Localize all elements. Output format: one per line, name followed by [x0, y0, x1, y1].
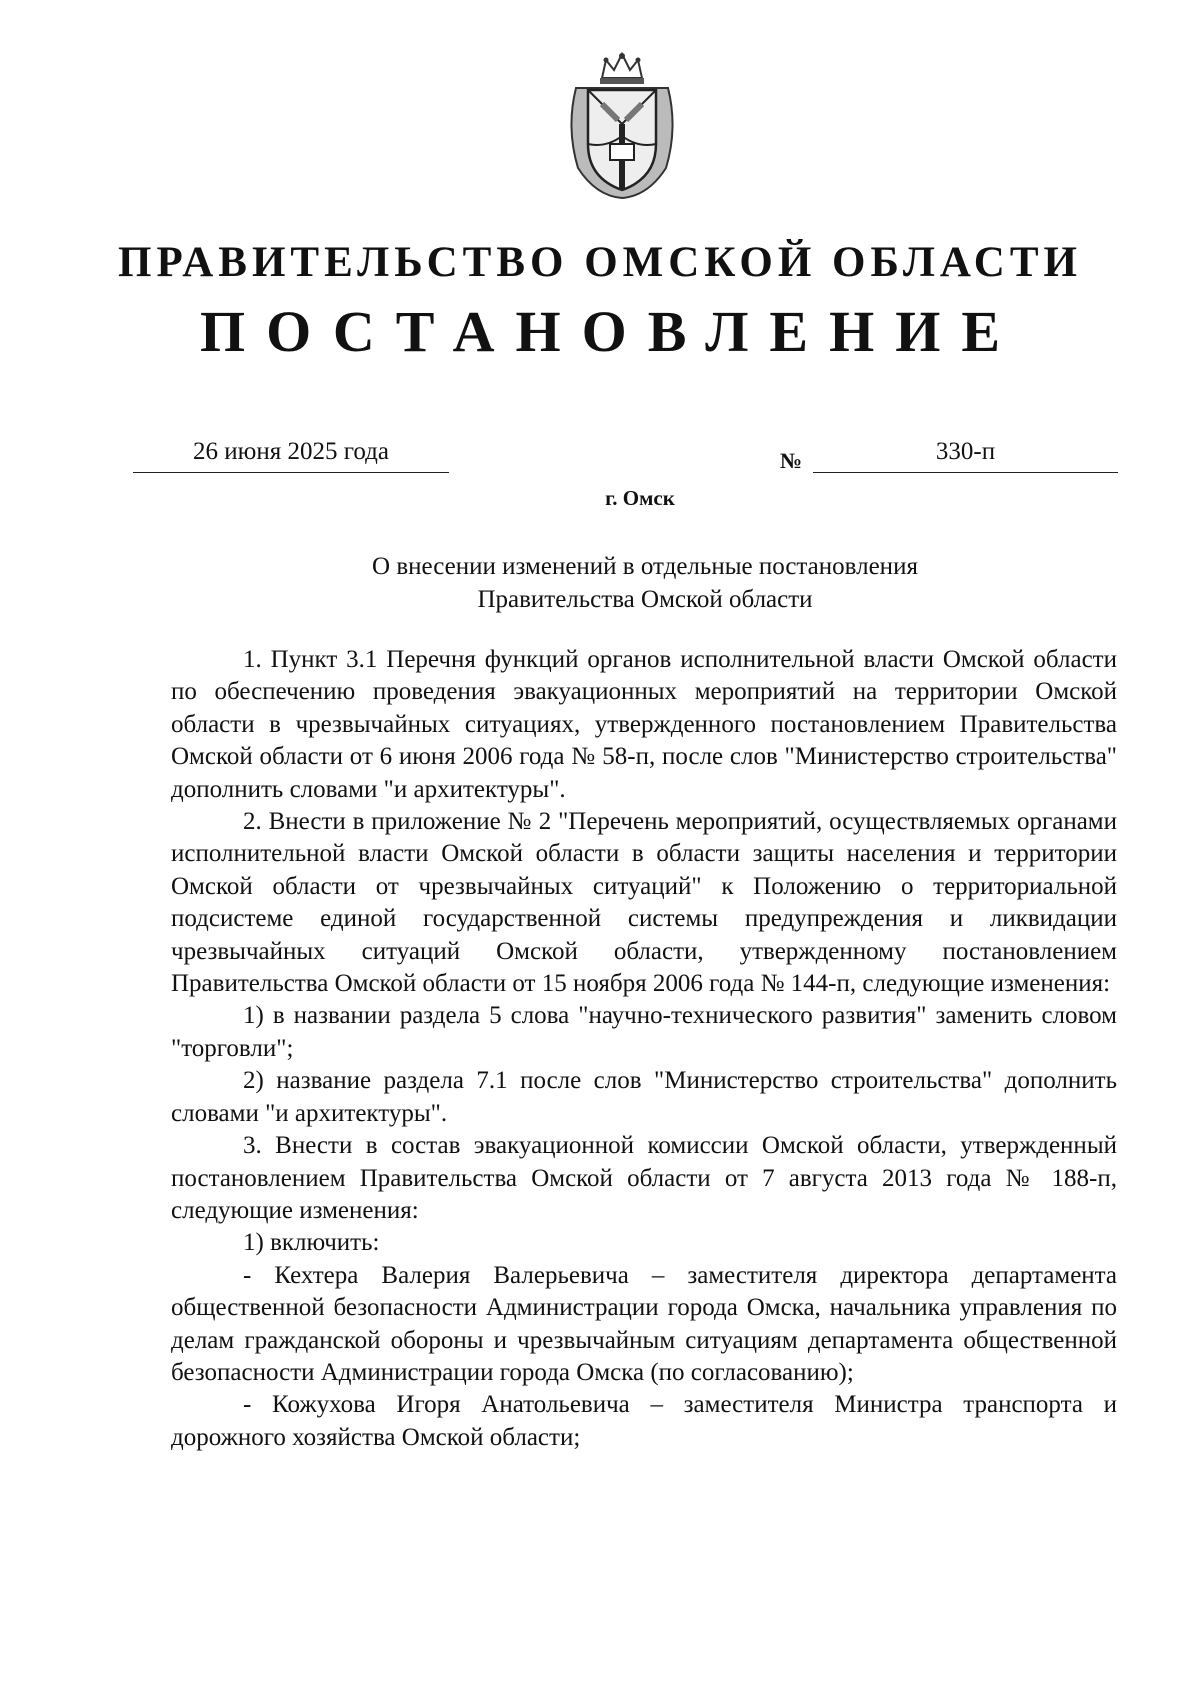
body-paragraph: 2. Внести в приложение № 2 "Перечень мероприятий, осуществляемых органами исполнительной власти Омской области в области защиты населения и территории Омской области от чрезвычайных ситуаций" к Положению о территориальной подсистеме единой государственной системы предупреждения и ликвидации чрезвычайных ситуаций Омской области, утвержденному постановлением Правительства Омской области от 15 ноября 2006 года № 144-п, следующие изменения: [171, 808, 1117, 998]
organization-title: ПРАВИТЕЛЬСТВО ОМСКОЙ ОБЛАСТИ [118, 239, 1082, 286]
document-date: 26 июня 2025 года [133, 438, 449, 473]
city-label: г. Омск [605, 486, 675, 510]
document-type-heading: ПОСТАНОВЛЕНИЕ [199, 299, 1022, 364]
document-subject [300, 550, 990, 616]
body-paragraph: 1) включить: [243, 1229, 380, 1257]
body-paragraph: - Кожухова Игоря Анатольевича – заместителя Министра транспорта и дорожного хозяйства Омской области; [171, 1391, 1117, 1451]
document-body [171, 644, 1117, 1454]
body-paragraph: - Кехтера Валерия Валерьевича – заместителя директора департамента общественной безопасности Администрации города Омска, начальника управления по делам гражданской обороны и чрезвычайным ситуациям департамента общественной безопасности Администрации города Омска (по согласованию); [171, 1261, 1117, 1386]
number-sign: № [780, 448, 803, 473]
body-paragraph: 2) название раздела 7.1 после слов "Министерство строительства" дополнить словами "и архитектуры". [171, 1067, 1117, 1127]
subject-line-2: Правительства Омской области [477, 586, 813, 613]
subject-line-1: О внесении изменений в отдельные постановления [372, 553, 918, 580]
document-number: 330-п [813, 438, 1118, 473]
omsk-region-coat-of-arms-icon [562, 48, 682, 200]
body-paragraph: 3. Внести в состав эвакуационной комиссии Омской области, утвержденный постановлением Правительства Омской области от 7 августа 2013 года № 188-п, следующие изменения: [171, 1132, 1117, 1224]
body-paragraph: 1. Пункт 3.1 Перечня функций органов исполнительной власти Омской области по обеспечению проведения эвакуационных мероприятий на территории Омской области в чрезвычайных ситуациях, утвержденного постановлением Правительства Омской области от 6 июня 2006 года № 58-п, после слов "Министерство строительства" дополнить словами "и архитектуры". [171, 646, 1117, 803]
body-paragraph: 1) в названии раздела 5 слова "научно-технического развития" заменить словом "торговли"; [171, 1002, 1117, 1062]
